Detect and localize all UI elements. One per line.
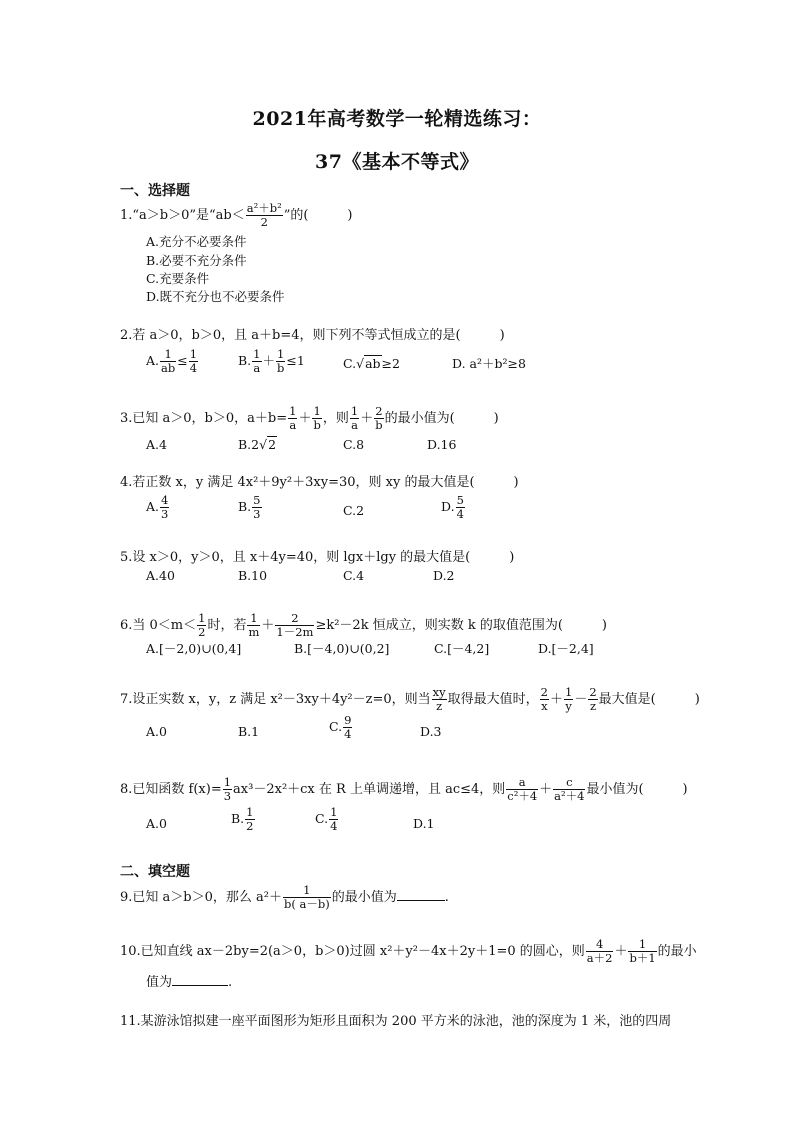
q4-option-d: D. $\frac{5}{4}$ (441, 493, 464, 521)
q6-option-b: B.[－4,0)∪(0,2] (294, 641, 390, 656)
q1-option-a: A.充分不必要条件 (146, 234, 247, 249)
q2-option-d: D. a²＋b²≥8 (452, 356, 526, 371)
question-10: 10.已知直线 ax－2by=2(a＞0，b＞0)过圆 x²＋y²－4x＋2y＋1=0 的圆心，则 $\frac{4}{a+2}$ ＋ $\frac{1}{b+1}$ 的最小 (120, 937, 697, 965)
q6-option-d: D.[－2,4] (538, 641, 594, 656)
question-11: 11.某游泳馆拟建一座平面图形为矩形且面积为 200 平方米的泳池，池的深度为 1 米，池的四周 (120, 1014, 672, 1029)
fraction: $\frac{\text{a²＋b²}}{2}$ (246, 201, 282, 229)
q8-option-c: C. $\frac{1}{4}$ (315, 805, 338, 833)
question-10-line-2: 值为 . (146, 975, 233, 990)
q2-option-c: C.√ab≥2 (343, 356, 400, 371)
q5-option-c: C.4 (343, 568, 365, 583)
question-5: 5.设 x＞0，y＞0，且 x＋4y=40，则 lgx＋lgy 的最大值是( ) (120, 550, 515, 565)
section-choice: 一、选择题 (120, 183, 190, 199)
q2-option-a: A. $\frac{1}{ab}$ ≤ $\frac{1}{4}$ (146, 347, 198, 375)
question-2: 2.若 a＞0，b＞0，且 a＋b=4，则下列不等式恒成立的是( ) (120, 328, 505, 343)
q8-option-b: B. $\frac{1}{2}$ (231, 805, 254, 833)
q5-option-b: B.10 (238, 568, 268, 583)
q7-option-d: D.3 (420, 724, 442, 739)
q2-option-b: B. $\frac{1}{a}$ ＋ $\frac{1}{b}$ ≤1 (238, 347, 305, 375)
q8-option-a: A.0 (146, 816, 167, 831)
q1-option-b: B.必要不充分条件 (146, 253, 247, 268)
q1-option-d: D.既不充分也不必要条件 (146, 289, 285, 304)
title-line-1: 2021年高考数学一轮精选练习： (252, 108, 542, 130)
q7-option-c: C. $\frac{9}{4}$ (329, 713, 352, 741)
question-1: 1.“a＞b＞0”是“ab＜ $\frac{\text{a²＋b²}}{2}$ ”的( ) (120, 201, 353, 229)
q3-option-a: A.4 (146, 437, 167, 452)
question-3: 3.已知 a＞0，b＞0，a＋b= $\frac{1}{a}$ ＋ $\frac{1}{b}$ ，则 $\frac{1}{a}$ ＋ $\frac{2}{b}$ 的最小值为( ) (120, 404, 499, 432)
q7-option-b: B.1 (238, 724, 260, 739)
q5-option-a: A.40 (146, 568, 175, 583)
q6-option-c: C.[－4,2] (434, 641, 490, 656)
question-6: 6.当 0＜m＜ $\frac{1}{2}$ 时，若 $\frac{1}{m}$ ＋ $\frac{2}{1-2m}$ ≥k²－2k 恒成立，则实数 k 的取值范围为( ) (120, 611, 608, 639)
question-8: 8.已知函数 f(x)= $\frac{1}{3}$ ax³－2x²＋cx 在 R 上单调递增，且 ac≤4，则 $\frac{a}{\text{c²＋4}}$ ＋ $\frac{c}{\text{a²＋4}}$ 最小值为( ) (120, 775, 688, 803)
question-7: 7.设正实数 x，y，z 满足 x²－3xy＋4y²－z=0，则当 $\frac{xy}{z}$ 取得最大值时， $\frac{2}{x}$ ＋ $\frac{1}{y}$ － $\frac{2}{z}$ 最大值是( ) (120, 685, 700, 713)
q3-option-d: D.16 (427, 437, 457, 452)
q7-option-a: A.0 (146, 724, 167, 739)
q3-option-b: B.2√2 (238, 437, 277, 452)
q3-option-c: C.8 (343, 437, 365, 452)
section-fill-blank: 二、填空题 (120, 864, 190, 880)
title-line-2: 37《基本不等式》 (315, 151, 479, 173)
question-4: 4.若正数 x，y 满足 4x²＋9y²＋3xy=30，则 xy 的最大值是( ) (120, 475, 519, 490)
q6-option-a: A.[－2,0)∪(0,4] (146, 641, 242, 656)
question-9: 9.已知 a＞b＞0，那么 a²＋ $\frac{1}{b( a-b)}$ 的最小值为 . (120, 883, 449, 911)
q8-option-d: D.1 (413, 816, 435, 831)
q5-option-d: D.2 (433, 568, 455, 583)
q4-option-b: B. $\frac{5}{3}$ (238, 493, 261, 521)
q4-option-c: C.2 (343, 503, 365, 518)
answer-blank[interactable] (172, 973, 228, 986)
q4-option-a: A. $\frac{4}{3}$ (146, 493, 169, 521)
q1-option-c: C.充要条件 (146, 271, 210, 286)
answer-blank[interactable] (397, 888, 445, 901)
